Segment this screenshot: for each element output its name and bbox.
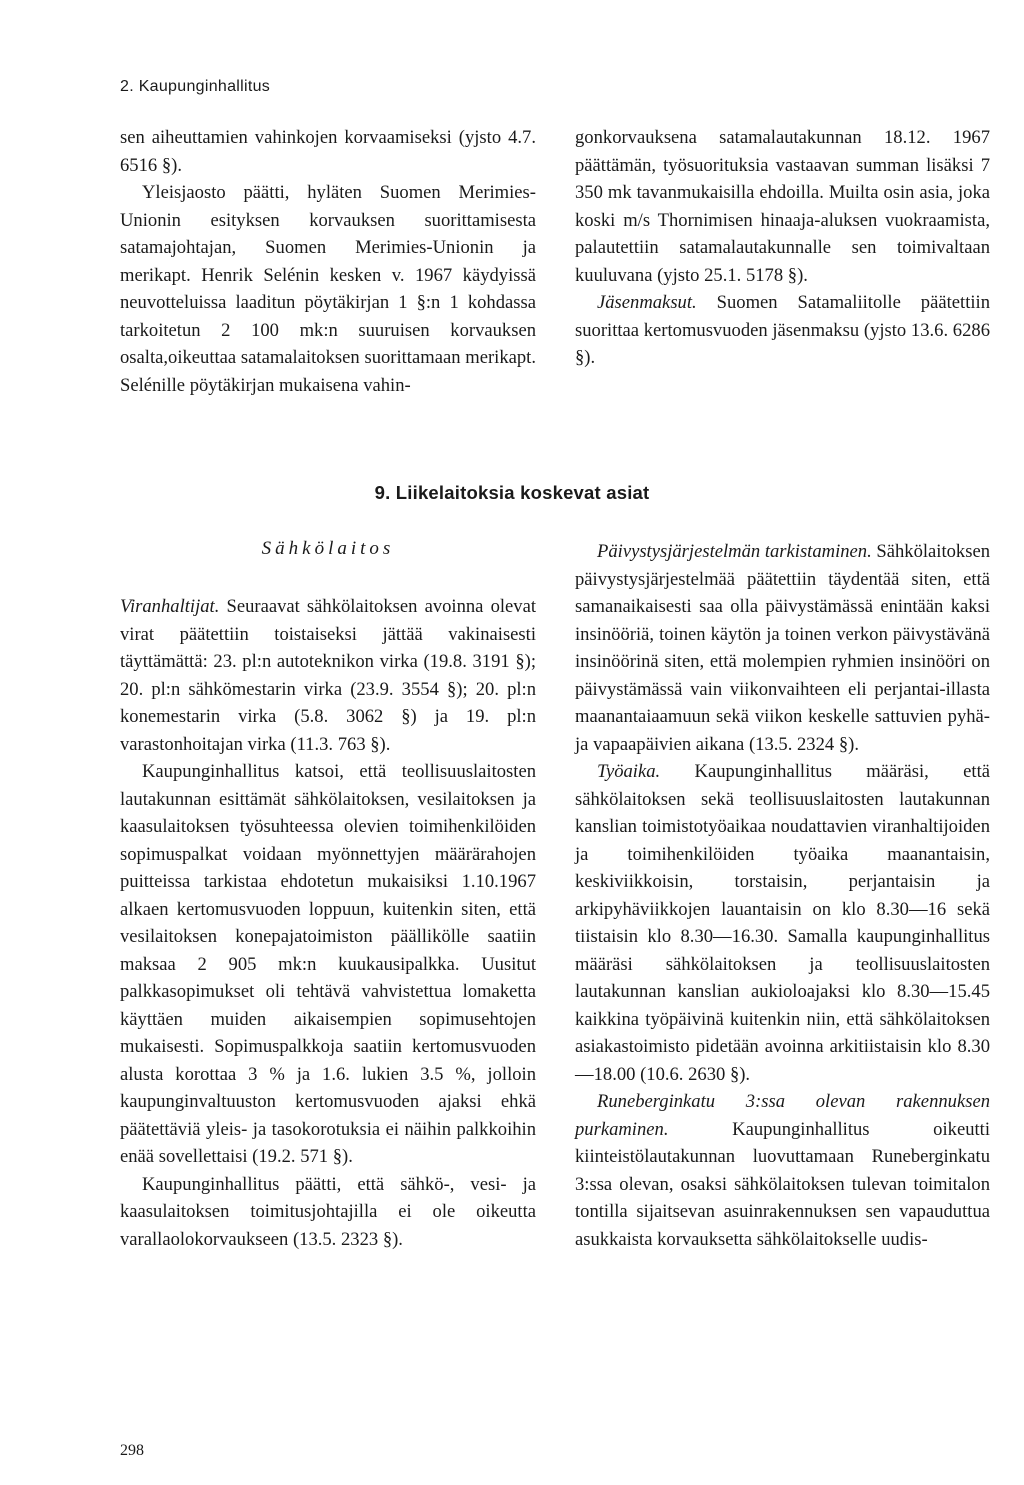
paragraph-text: Seuraavat sähkölaitoksen avoinna olevat virat päätettiin toistaiseksi jättää vakinaisesti täyttämättä: 23. pl:n autoteknikon virka (19.8. 3191 §); 20. pl:n sähkömestarin virka (23.9. 3554 §); 20. pl:n konemestarin virka (5.8. 3062 §) ja 19. pl:n varastonhoitajan virka (11.3. 763 §). (120, 596, 536, 755)
paragraph-text: Kaupunginhallitus oikeutti kiinteistölautakunnan luovuttamaan Runeberginkatu 3:ssa olevan, osaksi sähkölaitoksen tulevan toimitalon tontilla sijaitsevan asuinrakennuksen sen vapauduttua asukkaista korvauksetta sähkölaitokselle uudis- (575, 1118, 990, 1250)
paragraph-text: Kaupunginhallitus määräsi, että sähkölaitoksen sekä teollisuuslaitosten lautakunnan kanslian toimistotyöaikaa noudattavien viranhaltijoiden ja toimihenkilöiden työaika maanantaisin, keskiviikkoisin, torstaisin, perjantaisin ja arkipyhäviikkojen lauantaisin on klo 8.30—16 sekä tiistaisin klo 8.30—16.30. Samalla kaupunginhallitus määräsi sähkölaitoksen ja teollisuuslaitosten lautakunnan kanslian aukioloajaksi klo 8.30—15.45 kaikkina työpäivinä kuitenkin niin, että sähkölaitoksen asiakastoimisto pidetään avoinna arkitiistaisin klo 8.30—18.00 (10.6. 2630 §). (575, 761, 990, 1085)
paragraph: gonkorvauksena satamalautakunnan 18.12. 1967 päättämän, työsuorituksia vastaavan summan lisäksi 7 350 mk tavanmukaisilla ehdoilla. Muilta osin asia, joka koski m/s Thornimisen hinaaja-aluksen vuokraamista, palautettiin satamalautakunnalle sen toimivaltaan kuuluvana (yjsto 25.1. 5178 §). (575, 127, 990, 286)
paragraph (575, 538, 990, 758)
paragraph: Kaupunginhallitus päätti, että sähkö-, vesi- ja kaasulaitoksen toimitusjohtajilla ei ole oikeutta varallaolokorvaukseen (13.5. 2323 §). (120, 1173, 536, 1250)
paragraph (575, 289, 990, 372)
left-column-bottom (120, 593, 536, 1253)
paragraph (120, 593, 536, 758)
paragraph-text: Suomen Satamaliitolle päätettiin suorittaa kertomusvuoden jäsenmaksu (yjsto 13.6. 6286 §). (575, 292, 990, 368)
paragraph: Yleisjaosto päätti, hyläten Suomen Merimies-Unionin esityksen korvauksen suorittamisesta satamajohtajan, Suomen Merimies-Unionin ja merikapt. Henrik Selénin kesken v. 1967 käydyissä neuvotteluissa laaditun pöytäkirjan 1 §:n 1 kohdassa tarkoitetun 2 100 mk:n suuruisen korvauksen osalta,oikeuttaa satamalaitoksen suorittamaan merikapt. Selénille pöytäkirjan mukaisena vahin- (120, 182, 536, 396)
paragraph-text: Sähkölaitoksen päivystysjärjestelmää päätettiin täydentää siten, että samanaikaisesti saa olla päivystämässä enintään kaksi insinööriä, toinen käytön ja toinen verkon päivystävänä insinöörinä siten, että molempien ryhmien insinööri on päivystämässä vain viikonvaihteen eli perjantai-illasta maanantaiaamuun sekä viikon keskelle sattuvien pyhä- ja vapaapäivien aikana (13.5. 2324 §). (575, 541, 990, 755)
paragraph: sen aiheuttamien vahinkojen korvaamiseksi (yjsto 4.7. 6516 §). (120, 127, 536, 176)
paragraph: Kaupunginhallitus katsoi, että teollisuuslaitosten lautakunnan esittämät sähkölaitoksen, vesilaitoksen ja kaasulaitoksen työsuhteessa olevien toimihenkilöiden sopimuspalkat voidaan myönnettyjen määrärahojen puitteissa tarkistaa ehdotetun mukaisiksi 1.10.1967 alkaen kertomusvuoden loppuun, kuitenkin siten, että vesilaitoksen konepajatoimiston päällikölle saatiin maksaa 2 905 mk:n kuukausipalkka. Uusitut palkkasopimukset oli tehtävä vahvistettua lomaketta käyttäen muiden aikaisempien sopimusehtojen mukaisesti. Sopimuspalkkoja saatiin kertomusvuoden alusta korottaa 3 % ja 1.6. lukien 3.5 %, jolloin kaupunginvaltuuston kertomusvuoden ajaksi ehkä päätettäviä yleis- ja tasokorotuksia ei näihin palkkoihin enää sovellettaisi (19.2. 571 §). (120, 761, 536, 1167)
paragraph-heading: Päivystysjärjestelmän tarkistaminen. (597, 541, 872, 562)
paragraph-heading: Työaika. (597, 761, 661, 782)
left-column-top (120, 124, 536, 399)
paragraph-heading: Runeberginkatu 3:ssa olevan rakennuksen purkaminen. (575, 1091, 990, 1140)
paragraph-heading: Viranhaltijat. (120, 596, 220, 617)
paragraph (575, 758, 990, 1088)
subheading: Sähkölaitos (261, 538, 395, 559)
running-header: 2. Kaupunginhallitus (120, 78, 271, 95)
paragraph (575, 1088, 990, 1253)
section-title: 9. Liikelaitoksia koskevat asiat (374, 482, 650, 503)
right-column-bottom (575, 538, 990, 1253)
paragraph-heading: Jäsenmaksut. (597, 292, 697, 313)
page-number: 298 (120, 1442, 144, 1459)
right-column-top (575, 124, 990, 372)
